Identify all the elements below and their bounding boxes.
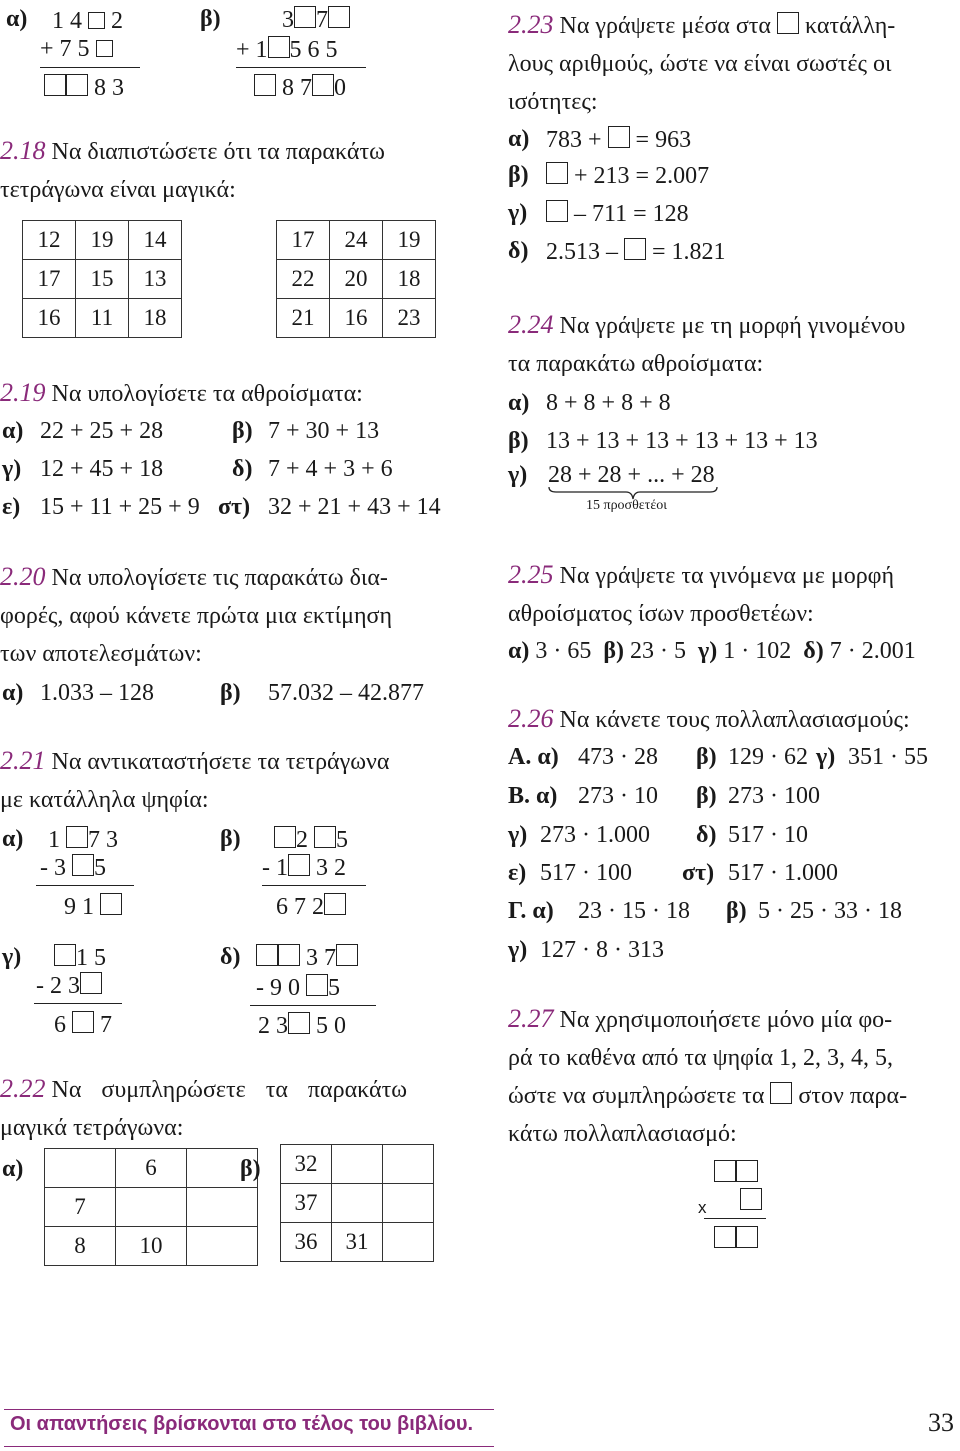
item-label: γ) [508, 822, 528, 848]
exercise-number: 2.18 [0, 136, 46, 165]
sum-line [236, 67, 366, 68]
grid-cell: 13 [129, 260, 182, 299]
digit-box[interactable] [336, 944, 358, 966]
exercise-number: 2.20 [0, 562, 46, 591]
exercise-text: Να υπολογίσετε τις παρακάτω δια- [51, 565, 388, 591]
grid-row [45, 1188, 258, 1227]
exercise-text: Να συμπληρώσετε τα παρακάτω [51, 1077, 408, 1103]
footer-note: Οι απαντήσεις βρίσκονται στο τέλος του βιβλίου. [10, 1413, 474, 1435]
exercise-text: Να γράψετε με τη μορφή γινομένου [559, 313, 906, 339]
top-a-line2: + 7 5 [40, 36, 113, 63]
grid-cell: 18 [129, 299, 182, 338]
exercise-number: 2.25 [508, 560, 554, 589]
difference-expression: 1.033 – 128 [40, 680, 154, 706]
grid-cell: 19 [76, 221, 129, 260]
grid-cell: 15 [76, 260, 129, 299]
item-label: α) [2, 680, 24, 706]
product-expression: 517 · 100 [540, 860, 632, 886]
product-expression: 473 · 28 [578, 744, 658, 770]
item-label: β) [232, 418, 253, 444]
empty-cell[interactable] [187, 1227, 258, 1266]
item-label: γ) [816, 744, 836, 770]
exercise-number: 2.26 [508, 704, 554, 733]
empty-cell[interactable] [116, 1188, 187, 1227]
exercise-text: Να γράψετε τα γινόμενα με μορφή [559, 563, 895, 589]
brace-label: 15 προσθετέοι [586, 498, 667, 513]
item-label: α) [2, 826, 24, 852]
exercise-text: λους αριθμούς, ώστε να είναι σωστές οι [508, 51, 892, 77]
exercise-number: 2.24 [508, 310, 554, 339]
top-a-line1: 1 4 2 [52, 8, 123, 34]
answer-box[interactable] [546, 162, 568, 184]
grid-row [45, 1149, 258, 1188]
digit-box[interactable] [324, 893, 346, 915]
answer-box[interactable] [608, 126, 630, 148]
answer-box[interactable] [546, 200, 568, 222]
magic-square-b [280, 1144, 434, 1262]
grid-cell: 31 [332, 1223, 383, 1262]
top-b-line2: + 1 5 6 5 [236, 37, 338, 63]
item-label: δ) [508, 238, 529, 264]
item-label: Α. α) [508, 744, 559, 770]
grid-cell: 32 [281, 1145, 332, 1184]
magic-square-a [44, 1148, 258, 1266]
item-label: α) [2, 418, 24, 444]
digit-box[interactable] [72, 854, 94, 876]
digit-box[interactable] [312, 74, 334, 96]
digit-box[interactable] [256, 944, 278, 966]
item-label: γ) [508, 937, 528, 963]
grid-cell: 17 [277, 221, 330, 260]
exercise-text: ώστε να συμπληρώσετε τα [508, 1083, 765, 1109]
product-expression: 517 · 1.000 [728, 860, 838, 886]
product-expression: 127 · 8 · 313 [540, 937, 664, 963]
digit-box[interactable] [80, 972, 102, 994]
empty-cell[interactable] [383, 1223, 434, 1262]
item-label: α) [508, 390, 530, 416]
digit-box[interactable] [314, 826, 336, 848]
item-label: α) [508, 126, 530, 152]
grid-row [277, 221, 436, 260]
empty-cell[interactable] [332, 1184, 383, 1223]
grid-row [277, 299, 436, 338]
product-expression: 23 · 15 · 18 [578, 898, 690, 924]
top-b-line3: 8 7 0 [254, 74, 346, 102]
item-label: β) [220, 826, 241, 852]
times-sign: x [698, 1198, 707, 1217]
grid-cell: 21 [277, 299, 330, 338]
grid-cell: 37 [281, 1184, 332, 1223]
sum-expression: 8 + 8 + 8 + 8 [546, 390, 671, 416]
empty-cell[interactable] [45, 1149, 116, 1188]
grid-cell: 8 [45, 1227, 116, 1266]
sum-expression: 32 + 21 + 43 + 14 [268, 494, 441, 520]
exercise-text: ρά το καθένα από τα ψηφία 1, 2, 3, 4, 5, [508, 1045, 894, 1071]
grid-cell: 10 [116, 1227, 187, 1266]
product-expression: 517 · 10 [728, 822, 808, 848]
product-line [704, 1218, 766, 1219]
placeholder-box [777, 12, 799, 34]
grid-row [281, 1184, 434, 1223]
grid-row [45, 1227, 258, 1266]
digit-box[interactable] [254, 74, 276, 96]
top-b-line1: 3 7 [282, 6, 350, 34]
magic-square-2 [276, 220, 436, 338]
grid-cell: 16 [23, 299, 76, 338]
item-label: β) [240, 1156, 261, 1182]
grid-cell: 6 [116, 1149, 187, 1188]
top-a-label: α) [6, 6, 28, 32]
difference-line [34, 1003, 122, 1004]
digit-box[interactable] [44, 74, 66, 96]
difference-line [36, 885, 134, 886]
digit-box[interactable] [54, 944, 76, 966]
item-label: β) [726, 898, 747, 924]
product-expression: 273 · 100 [728, 783, 820, 809]
exercise-text: αθροίσματος ίσων προσθετέων: [508, 601, 814, 627]
item-label: β) [696, 783, 717, 809]
digit-box[interactable] [268, 36, 290, 58]
exercise-text: μαγικά τετράγωνα: [0, 1115, 184, 1141]
grid-cell: 14 [129, 221, 182, 260]
item-label: γ) [508, 462, 528, 488]
grid-row [23, 260, 182, 299]
exercise-number: 2.23 [508, 10, 554, 39]
product-expression: 273 · 10 [578, 783, 658, 809]
digit-box[interactable] [72, 1011, 94, 1033]
grid-cell: 23 [383, 299, 436, 338]
sum-expression: 28 + 28 + ... + 28 [548, 462, 715, 488]
top-a-line3: 8 3 [44, 74, 124, 102]
exercise-text: Να χρησιμοποιήσετε μόνο μία φο- [559, 1007, 893, 1033]
grid-cell: 18 [383, 260, 436, 299]
page-number: 33 [928, 1408, 954, 1437]
exercise-number: 2.22 [0, 1074, 46, 1103]
sum-expression: 7 + 4 + 3 + 6 [268, 456, 393, 482]
item-label: γ) [508, 200, 528, 226]
grid-cell: 22 [277, 260, 330, 299]
item-label: Γ. α) [508, 898, 554, 924]
grid-cell: 11 [76, 299, 129, 338]
digit-box[interactable] [96, 40, 113, 57]
answer-box[interactable] [624, 238, 646, 260]
empty-cell[interactable] [187, 1188, 258, 1227]
sum-line [40, 67, 140, 68]
exercise-text: Να γράψετε μέσα στα [559, 13, 771, 39]
exercise-text: στον παρα- [798, 1083, 908, 1109]
item-label: στ) [218, 494, 251, 520]
digit-box[interactable] [714, 1160, 736, 1182]
grid-cell: 36 [281, 1223, 332, 1262]
exercise-number: 2.21 [0, 746, 46, 775]
item-label: στ) [682, 860, 715, 886]
digit-box[interactable] [66, 74, 88, 96]
exercise-text: Να υπολογίσετε τα αθροίσματα: [51, 381, 363, 407]
item-label: β) [508, 162, 529, 188]
difference-line [250, 1005, 376, 1006]
grid-cell: 7 [45, 1188, 116, 1227]
digit-box[interactable] [288, 1012, 310, 1034]
digit-box[interactable] [288, 854, 310, 876]
digit-box[interactable] [274, 826, 296, 848]
top-b-label: β) [200, 6, 221, 32]
product-expression: 273 · 1.000 [540, 822, 650, 848]
product-expression: 5 · 25 · 33 · 18 [758, 898, 902, 924]
exercise-text: τα παρακάτω αθροίσματα: [508, 351, 764, 377]
item-label: β) [220, 680, 241, 706]
item-label: ε) [508, 860, 527, 886]
multiplication-puzzle [714, 1160, 758, 1188]
item-label: γ) [2, 456, 22, 482]
exercise-text: με κατάλληλα ψηφία: [0, 787, 209, 813]
empty-cell[interactable] [332, 1145, 383, 1184]
magic-square-1 [22, 220, 182, 338]
exercise-text: τετράγωνα είναι μαγικά: [0, 177, 236, 203]
product-expression: 129 · 62 [728, 744, 808, 770]
footer-rule [4, 1409, 494, 1410]
grid-row [281, 1223, 434, 1262]
digit-box[interactable] [66, 826, 88, 848]
digit-box[interactable] [736, 1226, 758, 1248]
exercise-text: Να κάνετε τους πολλαπλασιασμούς: [559, 707, 910, 733]
sum-expression: 13 + 13 + 13 + 13 + 13 + 13 [546, 428, 818, 454]
exercise-number: 2.27 [508, 1004, 554, 1033]
digit-box[interactable] [306, 974, 328, 996]
item-label: β) [696, 744, 717, 770]
sum-expression: 12 + 45 + 18 [40, 456, 164, 482]
sum-expression: 15 + 11 + 25 + 9 [40, 494, 200, 520]
exercise-text: Να διαπιστώσετε ότι τα παρακάτω [51, 139, 385, 165]
grid-cell: 24 [330, 221, 383, 260]
digit-box[interactable] [740, 1188, 762, 1210]
digit-box[interactable] [88, 12, 105, 29]
product-list: α) 3 · 65 β) 23 · 5 γ) 1 · 102 δ) 7 · 2.001 [508, 638, 916, 664]
item-label: δ) [232, 456, 253, 482]
grid-cell: 16 [330, 299, 383, 338]
empty-cell[interactable] [383, 1145, 434, 1184]
item-label: δ) [696, 822, 717, 848]
difference-line [262, 885, 366, 886]
digit-box[interactable] [714, 1226, 736, 1248]
sum-expression: 7 + 30 + 13 [268, 418, 380, 444]
exercise-text: κατάλλη- [805, 13, 896, 39]
exercise-text: των αποτελεσμάτων: [0, 641, 202, 667]
empty-cell[interactable] [383, 1184, 434, 1223]
footer-rule [4, 1446, 494, 1447]
grid-cell: 17 [23, 260, 76, 299]
product-expression: 351 · 55 [848, 744, 928, 770]
placeholder-box [770, 1082, 792, 1104]
digit-box[interactable] [328, 6, 350, 28]
item-label: ε) [2, 494, 21, 520]
grid-cell: 19 [383, 221, 436, 260]
sum-expression: 22 + 25 + 28 [40, 418, 164, 444]
exercise-text: Να αντικαταστήσετε τα τετράγωνα [51, 749, 390, 775]
item-label: γ) [2, 944, 22, 970]
exercise-number: 2.19 [0, 378, 46, 407]
digit-box[interactable] [736, 1160, 758, 1182]
grid-row [277, 260, 436, 299]
item-label: δ) [220, 944, 241, 970]
grid-cell: 12 [23, 221, 76, 260]
exercise-text: κάτω πολλαπλασιασμό: [508, 1121, 737, 1147]
grid-cell: 20 [330, 260, 383, 299]
item-label: α) [2, 1156, 24, 1182]
digit-box[interactable] [278, 944, 300, 966]
grid-row [281, 1145, 434, 1184]
item-label: Β. α) [508, 783, 558, 809]
exercise-text: φορές, αφού κάνετε πρώτα μια εκτίμηση [0, 603, 393, 629]
exercise-text: ισότητες: [508, 89, 598, 115]
digit-box[interactable] [100, 893, 122, 915]
difference-expression: 57.032 – 42.877 [268, 680, 424, 706]
digit-box[interactable] [294, 6, 316, 28]
grid-row [23, 221, 182, 260]
grid-row [23, 299, 182, 338]
item-label: β) [508, 428, 529, 454]
